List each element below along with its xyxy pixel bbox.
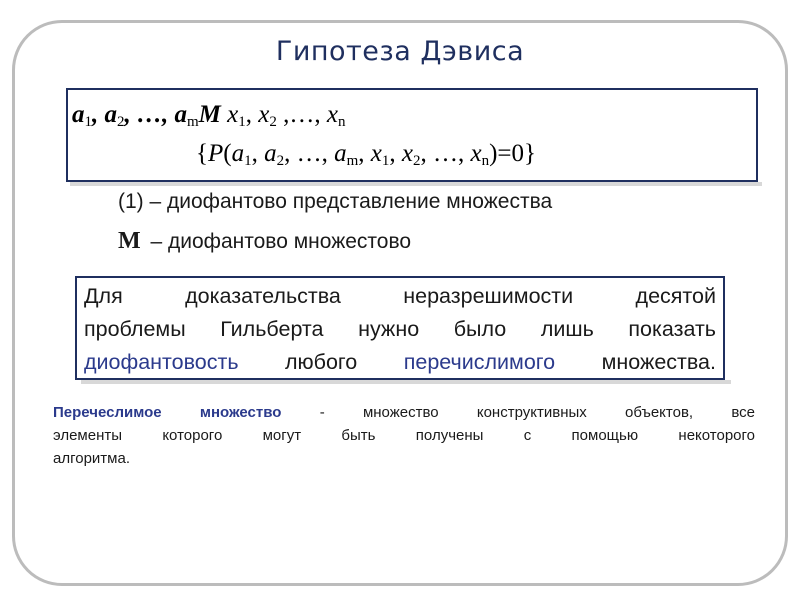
formula-line-2 (196, 140, 536, 168)
term-diophantine: диофантовость (84, 350, 239, 374)
set-symbol: M (118, 228, 141, 254)
highlight-end: множества. (555, 350, 716, 374)
sub-n: n (481, 153, 490, 169)
highlight-text (84, 280, 716, 379)
var-a2: a (104, 101, 117, 128)
separator: , (245, 101, 259, 128)
definition-line-3: алгоритма. (53, 450, 130, 467)
slide-title: Гипотеза Дэвиса (275, 36, 525, 67)
definition-paragraph (53, 401, 755, 470)
var-a1: a (72, 101, 85, 128)
sub-2: 2 (269, 114, 277, 130)
separator: ,…, (276, 101, 327, 128)
var-xn: x (326, 101, 338, 128)
caption-representation: (1) – диофантово представление множества (118, 190, 553, 213)
var-x1: x (370, 140, 382, 167)
formula-box-shadow (70, 182, 762, 186)
definition-term: Перечеслимое множество (53, 404, 282, 421)
set-m: M (198, 101, 221, 128)
sub-1: 1 (84, 114, 92, 130)
var-x1: x (227, 101, 239, 128)
definition-rest: - множество конструктивных объектов, все (281, 404, 755, 421)
var-x2: x (401, 140, 413, 167)
highlight-line-3 (84, 346, 716, 379)
separator: , (251, 140, 265, 167)
separator: , …, (284, 140, 335, 167)
separator: , …, (124, 101, 175, 128)
formula-line-1 (72, 101, 345, 129)
var-x2: x (258, 101, 270, 128)
sub-m: m (346, 153, 359, 169)
sub-1: 1 (381, 153, 390, 169)
highlight-mid: любого (238, 350, 404, 374)
var-am: a (174, 101, 187, 128)
sub-2: 2 (117, 114, 125, 130)
definition-line-2: элементы которого могут быть получены с помощью некоторого (53, 427, 755, 444)
sub-2: 2 (276, 153, 285, 169)
var-a2: a (264, 140, 277, 167)
highlight-line-1: Для доказательства неразрешимости десятой (84, 284, 716, 308)
var-am: a (334, 140, 347, 167)
predicate-p: P (208, 140, 224, 167)
var-a1: a (231, 140, 245, 167)
separator: , (358, 140, 371, 167)
formula-close: )=0} (489, 140, 537, 167)
set-description: – диофантово множестово (144, 230, 412, 253)
highlight-box-shadow (81, 380, 731, 384)
var-xn: x (470, 140, 482, 167)
sub-n: n (337, 114, 346, 130)
term-enumerable: перечислимого (403, 350, 556, 374)
sub-2: 2 (413, 153, 421, 169)
brace-open: { (196, 140, 208, 167)
separator: , (389, 140, 402, 167)
definition-line-1 (53, 401, 755, 424)
paren-open: ( (223, 140, 232, 167)
highlight-line-2: проблемы Гильберта нужно было лишь показать (84, 317, 716, 341)
separator: , …, (420, 140, 471, 167)
sub-m: m (187, 114, 199, 130)
sub-1: 1 (238, 114, 246, 130)
separator: , (92, 101, 105, 128)
sub-1: 1 (244, 153, 252, 169)
caption-diophantine-set (118, 228, 411, 255)
